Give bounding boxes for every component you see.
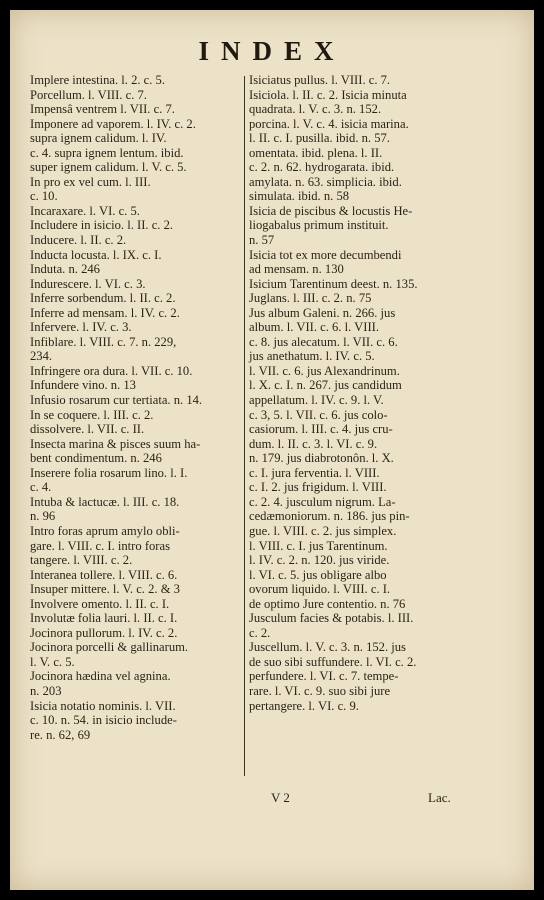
index-entry-line: omentata. ibid. plena. l. II.	[249, 145, 383, 160]
index-entry-line: c. 2. n. 62. hydrogarata. ibid.	[249, 160, 395, 175]
index-entry-line: c. 10. n. 54. in isicio include-	[30, 713, 177, 728]
index-entry-line: c. 3, 5. l. VII. c. 6. jus colo-	[249, 407, 388, 422]
index-entry-line: Jocinora pullorum. l. IV. c. 2.	[30, 625, 178, 640]
index-entry-line: Isicia notatio nominis. l. VII.	[30, 698, 176, 713]
index-entry	[30, 218, 243, 233]
index-entry-line: Infiblare. l. VIII. c. 7. n. 229,	[30, 334, 177, 349]
index-entry-line: c. 10.	[30, 189, 58, 204]
index-entry-line: Porcellum. l. VIII. c. 7.	[30, 87, 147, 102]
index-entry	[249, 611, 469, 640]
index-entry	[249, 73, 469, 88]
index-entry	[30, 597, 243, 612]
index-entry-line: gue. l. VIII. c. 2. jus simplex.	[249, 523, 397, 538]
index-entry-line: l. VI. c. 5. jus obligare albo	[249, 567, 387, 582]
index-entry-line: album. l. VII. c. 6. l. VIII.	[249, 320, 379, 335]
index-entry-line: l. V. c. 5.	[30, 654, 75, 669]
index-entry-line: dum. l. II. c. 3. l. VI. c. 9.	[249, 436, 378, 451]
index-entry-line: Insecta marina & pisces suum ha-	[30, 436, 201, 451]
index-entry-line: jus anethatum. l. IV. c. 5.	[249, 349, 375, 364]
index-entry-line: Isiciola. l. II. c. 2. Isicia minuta	[249, 87, 407, 102]
index-entry	[30, 408, 243, 437]
index-entry-line: Implere intestina. l. 2. c. 5.	[30, 73, 165, 87]
index-entry-line: simulata. ibid. n. 58	[249, 189, 350, 204]
index-column-right	[249, 73, 469, 713]
index-entry	[249, 291, 469, 306]
index-entry-line: perfundere. l. VI. c. 7. tempe-	[249, 669, 399, 684]
index-entry-line: Interanea tollere. l. VIII. c. 6.	[30, 567, 178, 582]
index-entry-line: Insuper mittere. l. V. c. 2. & 3	[30, 582, 180, 597]
index-entry-line: c. 2. 4. jusculum nigrum. La-	[249, 494, 396, 509]
index-entry-line: gare. l. VIII. c. I. intro foras	[30, 538, 170, 553]
index-entry	[249, 88, 469, 204]
index-entry-line: quadrata. l. V. c. 3. n. 152.	[249, 102, 382, 117]
index-entry-line: liogabalus primum instituit.	[249, 218, 389, 233]
index-entry-line: Induta. n. 246	[30, 262, 100, 277]
index-entry	[30, 306, 243, 321]
index-entry-line: l. VIII. c. I. jus Tarentinum.	[249, 538, 388, 553]
index-entry	[249, 277, 469, 292]
index-entry-line: de optimo Jure contentio. n. 76	[249, 596, 406, 611]
index-entry-line: Infundere vino. n. 13	[30, 378, 136, 393]
index-entry-line: casiorum. l. III. c. 4. jus cru-	[249, 422, 393, 437]
index-entry	[30, 73, 243, 102]
index-entry	[30, 626, 243, 641]
index-entry	[30, 699, 243, 743]
index-entry	[249, 597, 469, 612]
index-entry-line: Isicia tot ex more decumbendi	[249, 247, 402, 262]
index-entry-line: amylata. n. 63. simplicia. ibid.	[249, 174, 402, 189]
index-entry-line: Inferre ad mensam. l. IV. c. 2.	[30, 305, 180, 320]
index-entry	[30, 393, 243, 408]
index-entry	[30, 335, 243, 364]
index-entry-line: porcina. l. V. c. 4. isicia marina.	[249, 116, 409, 131]
index-entry-line: ad mensam. n. 130	[249, 262, 344, 277]
index-entry	[30, 568, 243, 583]
index-entry-line: ovorum liquido. l. VIII. c. I.	[249, 582, 391, 597]
index-entry-line: n. 96	[30, 509, 56, 524]
index-entry-line: c. 8. jus alecatum. l. VII. c. 6.	[249, 334, 398, 349]
index-entry	[249, 640, 469, 713]
index-entry	[30, 524, 243, 568]
index-entry-line: pertangere. l. VI. c. 9.	[249, 698, 359, 713]
index-entry-line: Juscellum. l. V. c. 3. n. 152. jus	[249, 640, 406, 655]
index-entry	[30, 495, 243, 524]
index-entry	[30, 262, 243, 277]
index-entry-line: n. 57	[249, 233, 275, 248]
index-entry	[30, 117, 243, 175]
index-entry-line: Intuba & lactucæ. l. III. c. 18.	[30, 494, 180, 509]
index-entry	[30, 582, 243, 597]
book-page	[10, 10, 534, 890]
index-entry	[30, 233, 243, 248]
index-entry-line: Infusio rosarum cur tertiata. n. 14.	[30, 393, 203, 408]
index-entry-line: dissolvere. l. VII. c. II.	[30, 422, 145, 437]
index-entry	[30, 320, 243, 335]
index-entry-line: Inferre sorbendum. l. II. c. 2.	[30, 291, 176, 306]
index-entry-line: Imponere ad vaporem. l. IV. c. 2.	[30, 116, 196, 131]
index-entry-line: l. II. c. I. pusilla. ibid. n. 57.	[249, 131, 390, 146]
index-entry-line: cedæmoniorum. n. 186. jus pin-	[249, 509, 410, 524]
index-entry-line: Jusculum facies & potabis. l. III.	[249, 611, 414, 626]
index-entry	[30, 669, 243, 698]
index-entry-line: re. n. 62, 69	[30, 727, 91, 742]
index-entry	[30, 611, 243, 626]
index-entry-line: In pro ex vel cum. l. III.	[30, 174, 151, 189]
index-entry	[30, 277, 243, 292]
index-entry-line: Isicium Tarentinum deest. n. 135.	[249, 276, 418, 291]
index-entry	[30, 175, 243, 204]
index-entry-line: c. 4. supra ignem lentum. ibid.	[30, 145, 184, 160]
index-entry	[30, 466, 243, 495]
index-entry-line: Involvere omento. l. II. c. I.	[30, 596, 170, 611]
index-entry	[249, 306, 469, 597]
index-entry-line: rare. l. VI. c. 9. suo sibi jure	[249, 683, 391, 698]
index-entry	[30, 437, 243, 466]
index-entry-line: c. I. 2. jus frigidum. l. VIII.	[249, 480, 387, 495]
signature-mark: V 2	[271, 790, 290, 805]
index-entry-line: Infervere. l. IV. c. 3.	[30, 320, 132, 335]
index-entry-line: In se coquere. l. III. c. 2.	[30, 407, 154, 422]
index-entry-line: Infringere ora dura. l. VII. c. 10.	[30, 363, 193, 378]
index-entry	[30, 291, 243, 306]
index-entry-line: Intro foras aprum amylo obli-	[30, 523, 180, 538]
index-entry-line: bent condimentum. n. 246	[30, 451, 162, 466]
index-entry-line: l. X. c. I. n. 267. jus candidum	[249, 378, 402, 393]
index-entry-line: super ignem calidum. l. V. c. 5.	[30, 160, 187, 175]
index-entry-line: supra ignem calidum. l. IV.	[30, 131, 167, 146]
index-entry-line: c. 4.	[30, 480, 52, 495]
index-entry-line: n. 203	[30, 683, 62, 698]
index-entry-line: Inducta locusta. l. IX. c. I.	[30, 247, 162, 262]
index-entry-line: 234.	[30, 349, 53, 364]
index-entry	[30, 248, 243, 263]
index-entry	[249, 204, 469, 248]
index-entry-line: Jocinora porcelli & gallinarum.	[30, 640, 189, 655]
catchword: Lac.	[428, 790, 451, 805]
index-entry-line: de suo sibi suffundere. l. VI. c. 2.	[249, 654, 417, 669]
index-entry	[30, 204, 243, 219]
index-column-left	[30, 73, 243, 742]
index-entry	[30, 102, 243, 117]
index-entry-line: appellatum. l. IV. c. 9. l. V.	[249, 393, 384, 408]
index-entry	[30, 364, 243, 379]
index-entry-line: Indurescere. l. VI. c. 3.	[30, 276, 146, 291]
index-entry-line: c. 2.	[249, 625, 271, 640]
index-entry	[30, 640, 243, 669]
index-entry-line: Isiciatus pullus. l. VIII. c. 7.	[249, 73, 391, 87]
index-entry-line: Includere in isicio. l. II. c. 2.	[30, 218, 174, 233]
index-entry-line: n. 179. jus diabrotonôn. l. X.	[249, 451, 394, 466]
index-entry-line: Jus album Galeni. n. 266. jus	[249, 305, 396, 320]
index-entry-line: c. I. jura ferventia. l. VIII.	[249, 465, 380, 480]
index-entry-line: Inserere folia rosarum lino. l. I.	[30, 465, 188, 480]
index-entry-line: Jocinora hædina vel agnina.	[30, 669, 171, 684]
index-entry-line: Juglans. l. III. c. 2. n. 75	[249, 291, 372, 306]
index-entry-line: Inducere. l. II. c. 2.	[30, 233, 127, 248]
index-entry-line: l. IV. c. 2. n. 120. jus viride.	[249, 553, 390, 568]
column-divider	[244, 76, 245, 776]
index-entry-line: tangere. l. VIII. c. 2.	[30, 553, 133, 568]
index-entry-line: Incaraxare. l. VI. c. 5.	[30, 203, 140, 218]
index-entry-line: Impensâ ventrem l. VII. c. 7.	[30, 102, 175, 117]
page-title: INDEX	[198, 36, 346, 66]
index-entry-line: Involutæ folia lauri. l. II. c. I.	[30, 611, 178, 626]
index-entry-line: Isicia de piscibus & locustis He-	[249, 203, 413, 218]
index-entry	[30, 378, 243, 393]
index-entry-line: l. VII. c. 6. jus Alexandrinum.	[249, 363, 400, 378]
index-entry	[249, 248, 469, 277]
